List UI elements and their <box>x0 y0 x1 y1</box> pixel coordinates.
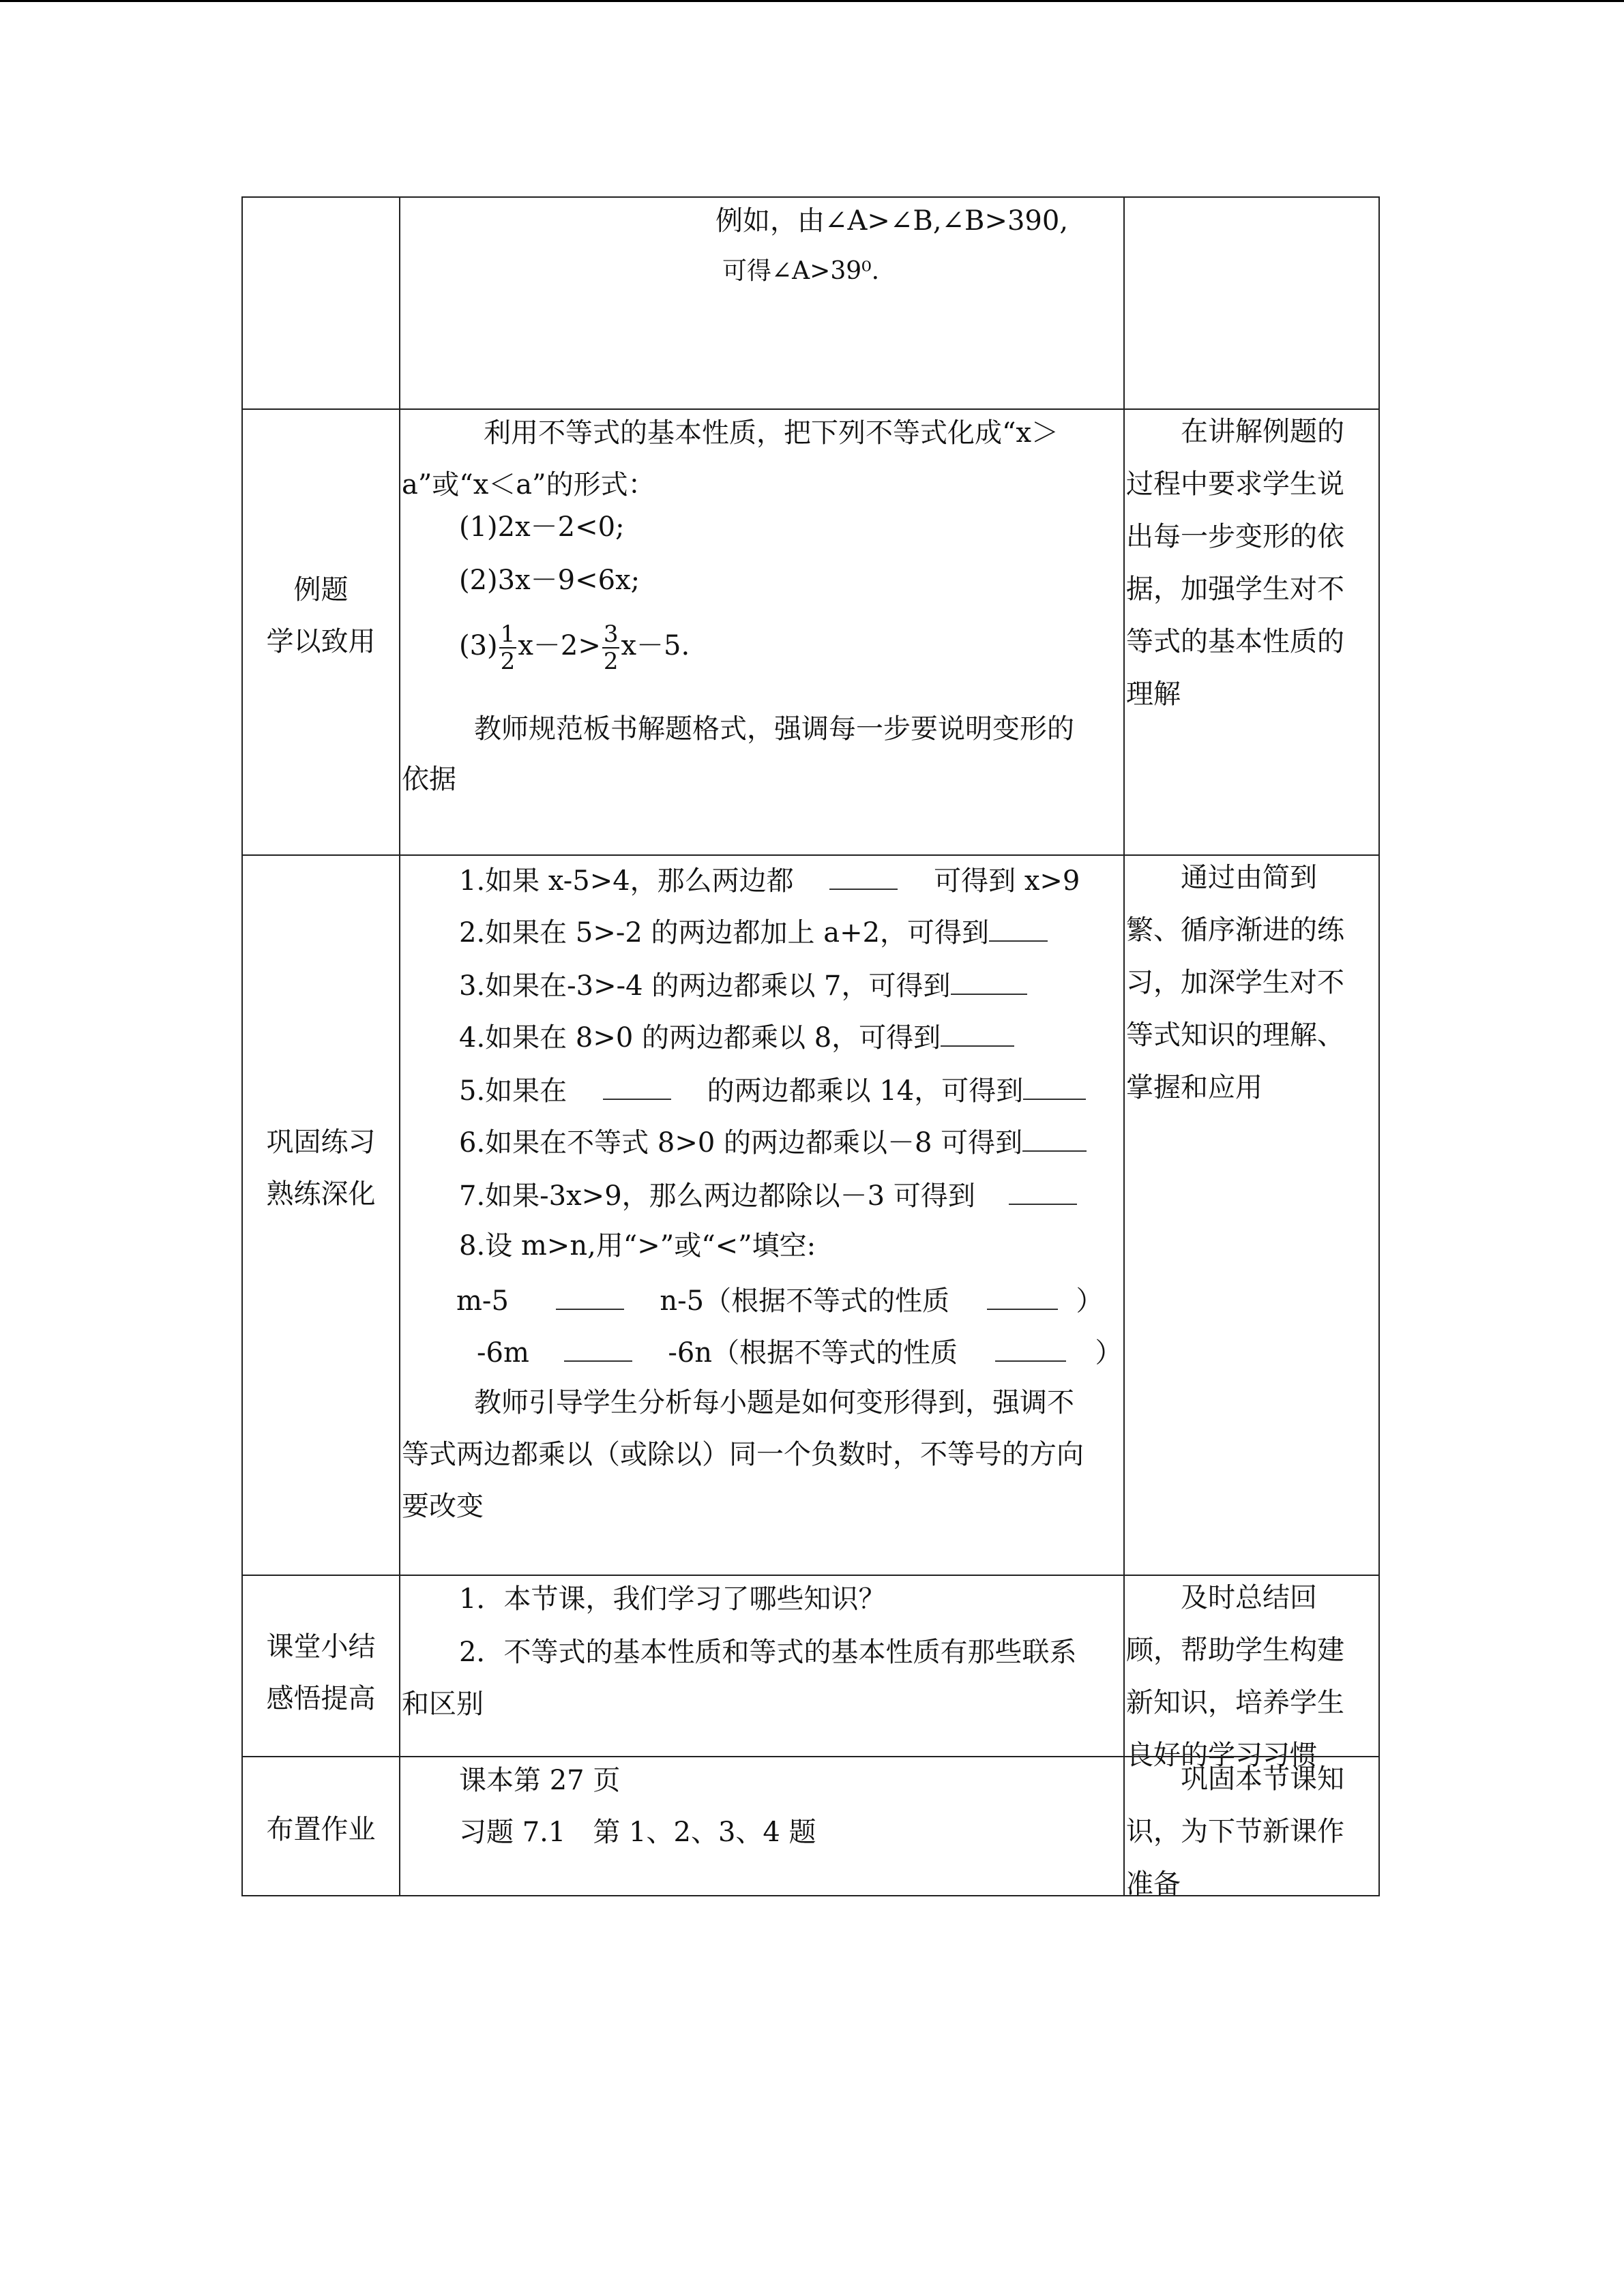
fraction-three-halves <box>602 621 620 674</box>
summary-teaching-note: 及时总结回顾，帮助学生构建新知识，培养学生良好的学习习惯 <box>1126 1582 1344 1771</box>
exercise-8a-blank-1[interactable] <box>556 1285 624 1310</box>
fraction-numerator: 1 <box>500 621 516 648</box>
homework-label-cell <box>241 1756 400 1896</box>
teacher-board-line-1: 教师规范板书解题格式，强调每一步要说明变形的 <box>474 713 1074 745</box>
example-label-line-2: 学以致用 <box>266 626 376 657</box>
example-intro-line-1: 利用不等式的基本性质，把下列不等式化成“x＞ <box>484 417 1059 449</box>
exercise-1-text-b: 可得到 x>9 <box>934 865 1080 897</box>
exercise-6 <box>459 1127 1087 1157</box>
row0-content-cell <box>399 196 1125 410</box>
exercise-6-blank[interactable] <box>1022 1127 1087 1152</box>
homework-note-cell <box>1123 1756 1380 1900</box>
summary-label-line-1: 课堂小结 <box>266 1631 376 1663</box>
exercise-2 <box>459 917 1048 949</box>
row0-label-cell <box>241 196 400 410</box>
homework-line-1: 课本第 27 页 <box>459 1765 621 1796</box>
exercise-2-text: 2.如果在 5>-2 的两边都加上 a+2，可得到 <box>459 917 990 949</box>
teacher-guide-line-1: 教师引导学生分析每小题是如何变形得到，强调不 <box>474 1387 1074 1418</box>
exercise-8a-blank-2[interactable] <box>987 1285 1058 1310</box>
fraction-one-half <box>499 621 517 674</box>
exercise-7 <box>459 1180 1077 1210</box>
exercise-7-blank[interactable] <box>1009 1180 1077 1205</box>
q3-middle: x－2> <box>518 630 601 661</box>
exercise-6-text: 6.如果在不等式 8>0 的两边都乘以－8 可得到 <box>459 1127 1023 1159</box>
homework-line-2: 习题 7.1 第 1、2、3、4 题 <box>459 1817 816 1848</box>
example-label-line-1: 例题 <box>293 574 349 606</box>
exercise-7-text: 7.如果-3x>9，那么两边都除以－3 可得到 <box>459 1180 975 1212</box>
summary-note-cell <box>1123 1575 1380 1771</box>
practice-label-cell <box>241 854 400 1576</box>
exercise-8b-text-b: -6n（根据不等式的性质 <box>668 1337 958 1369</box>
example-content-cell <box>399 408 1125 856</box>
q3-end: x－5. <box>621 630 690 661</box>
exercise-1-blank[interactable] <box>829 865 898 890</box>
practice-label-line-1: 巩固练习 <box>266 1127 376 1158</box>
summary-question-2-line-1: 2．不等式的基本性质和等式的基本性质有那些联系 <box>459 1637 1077 1668</box>
exercise-8a-text-c: ） <box>1076 1285 1104 1317</box>
summary-content-cell <box>399 1575 1125 1757</box>
summary-question-1: 1．本节课，我们学习了哪些知识？ <box>459 1583 886 1615</box>
summary-label-line-2: 感悟提高 <box>266 1683 376 1714</box>
exercise-8b-text-a: -6m <box>477 1337 529 1369</box>
example-line-1: 例如，由∠A>∠B,∠B>390, <box>715 205 1069 237</box>
homework-content-cell <box>399 1756 1125 1896</box>
row0-note-cell <box>1123 196 1380 410</box>
top-border-line <box>0 0 1624 2</box>
teacher-board-line-2: 依据 <box>402 764 456 795</box>
practice-content-cell <box>399 854 1125 1576</box>
exercise-4-blank[interactable] <box>941 1022 1014 1047</box>
exercise-3 <box>459 970 1027 1000</box>
exercise-5-blank-2[interactable] <box>1023 1075 1086 1100</box>
example-intro-line-2: a”或“x＜a”的形式： <box>402 469 655 501</box>
practice-label-line-2: 熟练深化 <box>266 1178 376 1210</box>
exercise-5-text-a: 5.如果在 <box>459 1075 567 1107</box>
exercise-4 <box>459 1022 1014 1052</box>
example-note-cell <box>1123 408 1380 856</box>
example-question-2: (2)3x－9<6x; <box>459 565 640 596</box>
homework-label: 布置作业 <box>266 1814 376 1845</box>
homework-teaching-note: 巩固本节课知识，为下节新课作准备 <box>1126 1763 1344 1900</box>
practice-teaching-note: 通过由简到繁、循序渐进的练习，加深学生对不等式知识的理解、掌握和应用 <box>1126 862 1344 1103</box>
practice-note-cell <box>1123 854 1380 1576</box>
summary-label-cell <box>241 1575 400 1757</box>
exercise-8b <box>477 1337 1123 1367</box>
exercise-2-blank[interactable] <box>989 917 1048 942</box>
exercise-3-blank[interactable] <box>951 970 1027 995</box>
exercise-4-text: 4.如果在 8>0 的两边都乘以 8，可得到 <box>459 1022 941 1054</box>
example-label-cell <box>241 408 400 856</box>
exercise-8b-blank-2[interactable] <box>995 1337 1066 1362</box>
exercise-3-text: 3.如果在-3>-4 的两边都乘以 7，可得到 <box>459 970 951 1002</box>
fraction-numerator: 3 <box>603 621 619 648</box>
exercise-1 <box>459 865 1080 895</box>
example-teaching-note: 在讲解例题的过程中要求学生说出每一步变形的依据，加强学生对不等式的基本性质的理解 <box>1126 416 1344 710</box>
summary-question-2-line-2: 和区别 <box>402 1688 484 1720</box>
exercise-8: 8.设 m>n,用“>”或“<”填空: <box>459 1230 816 1262</box>
example-line-2: 可得∠A>39⁰. <box>722 257 880 285</box>
exercise-5-text-b: 的两边都乘以 14，可得到 <box>707 1075 1024 1107</box>
teacher-guide-line-3: 要改变 <box>402 1491 484 1522</box>
exercise-5-blank-1[interactable] <box>603 1075 671 1100</box>
q3-prefix: (3) <box>459 630 498 661</box>
exercise-5 <box>459 1075 1086 1105</box>
exercise-1-text-a: 1.如果 x-5>4，那么两边都 <box>459 865 794 897</box>
example-question-1: (1)2x－2<0; <box>459 511 625 543</box>
exercise-8a-text-a: m-5 <box>456 1285 509 1317</box>
exercise-8b-text-c: ） <box>1095 1337 1123 1369</box>
exercise-8b-blank-1[interactable] <box>564 1337 632 1362</box>
teacher-guide-line-2: 等式两边都乘以（或除以）同一个负数时，不等号的方向 <box>402 1439 1084 1470</box>
fraction-denominator: 2 <box>500 648 516 675</box>
fraction-denominator: 2 <box>603 648 619 675</box>
exercise-8a-text-b: n-5（根据不等式的性质 <box>660 1285 950 1317</box>
exercise-8a <box>456 1285 1104 1315</box>
example-question-3 <box>459 617 690 674</box>
